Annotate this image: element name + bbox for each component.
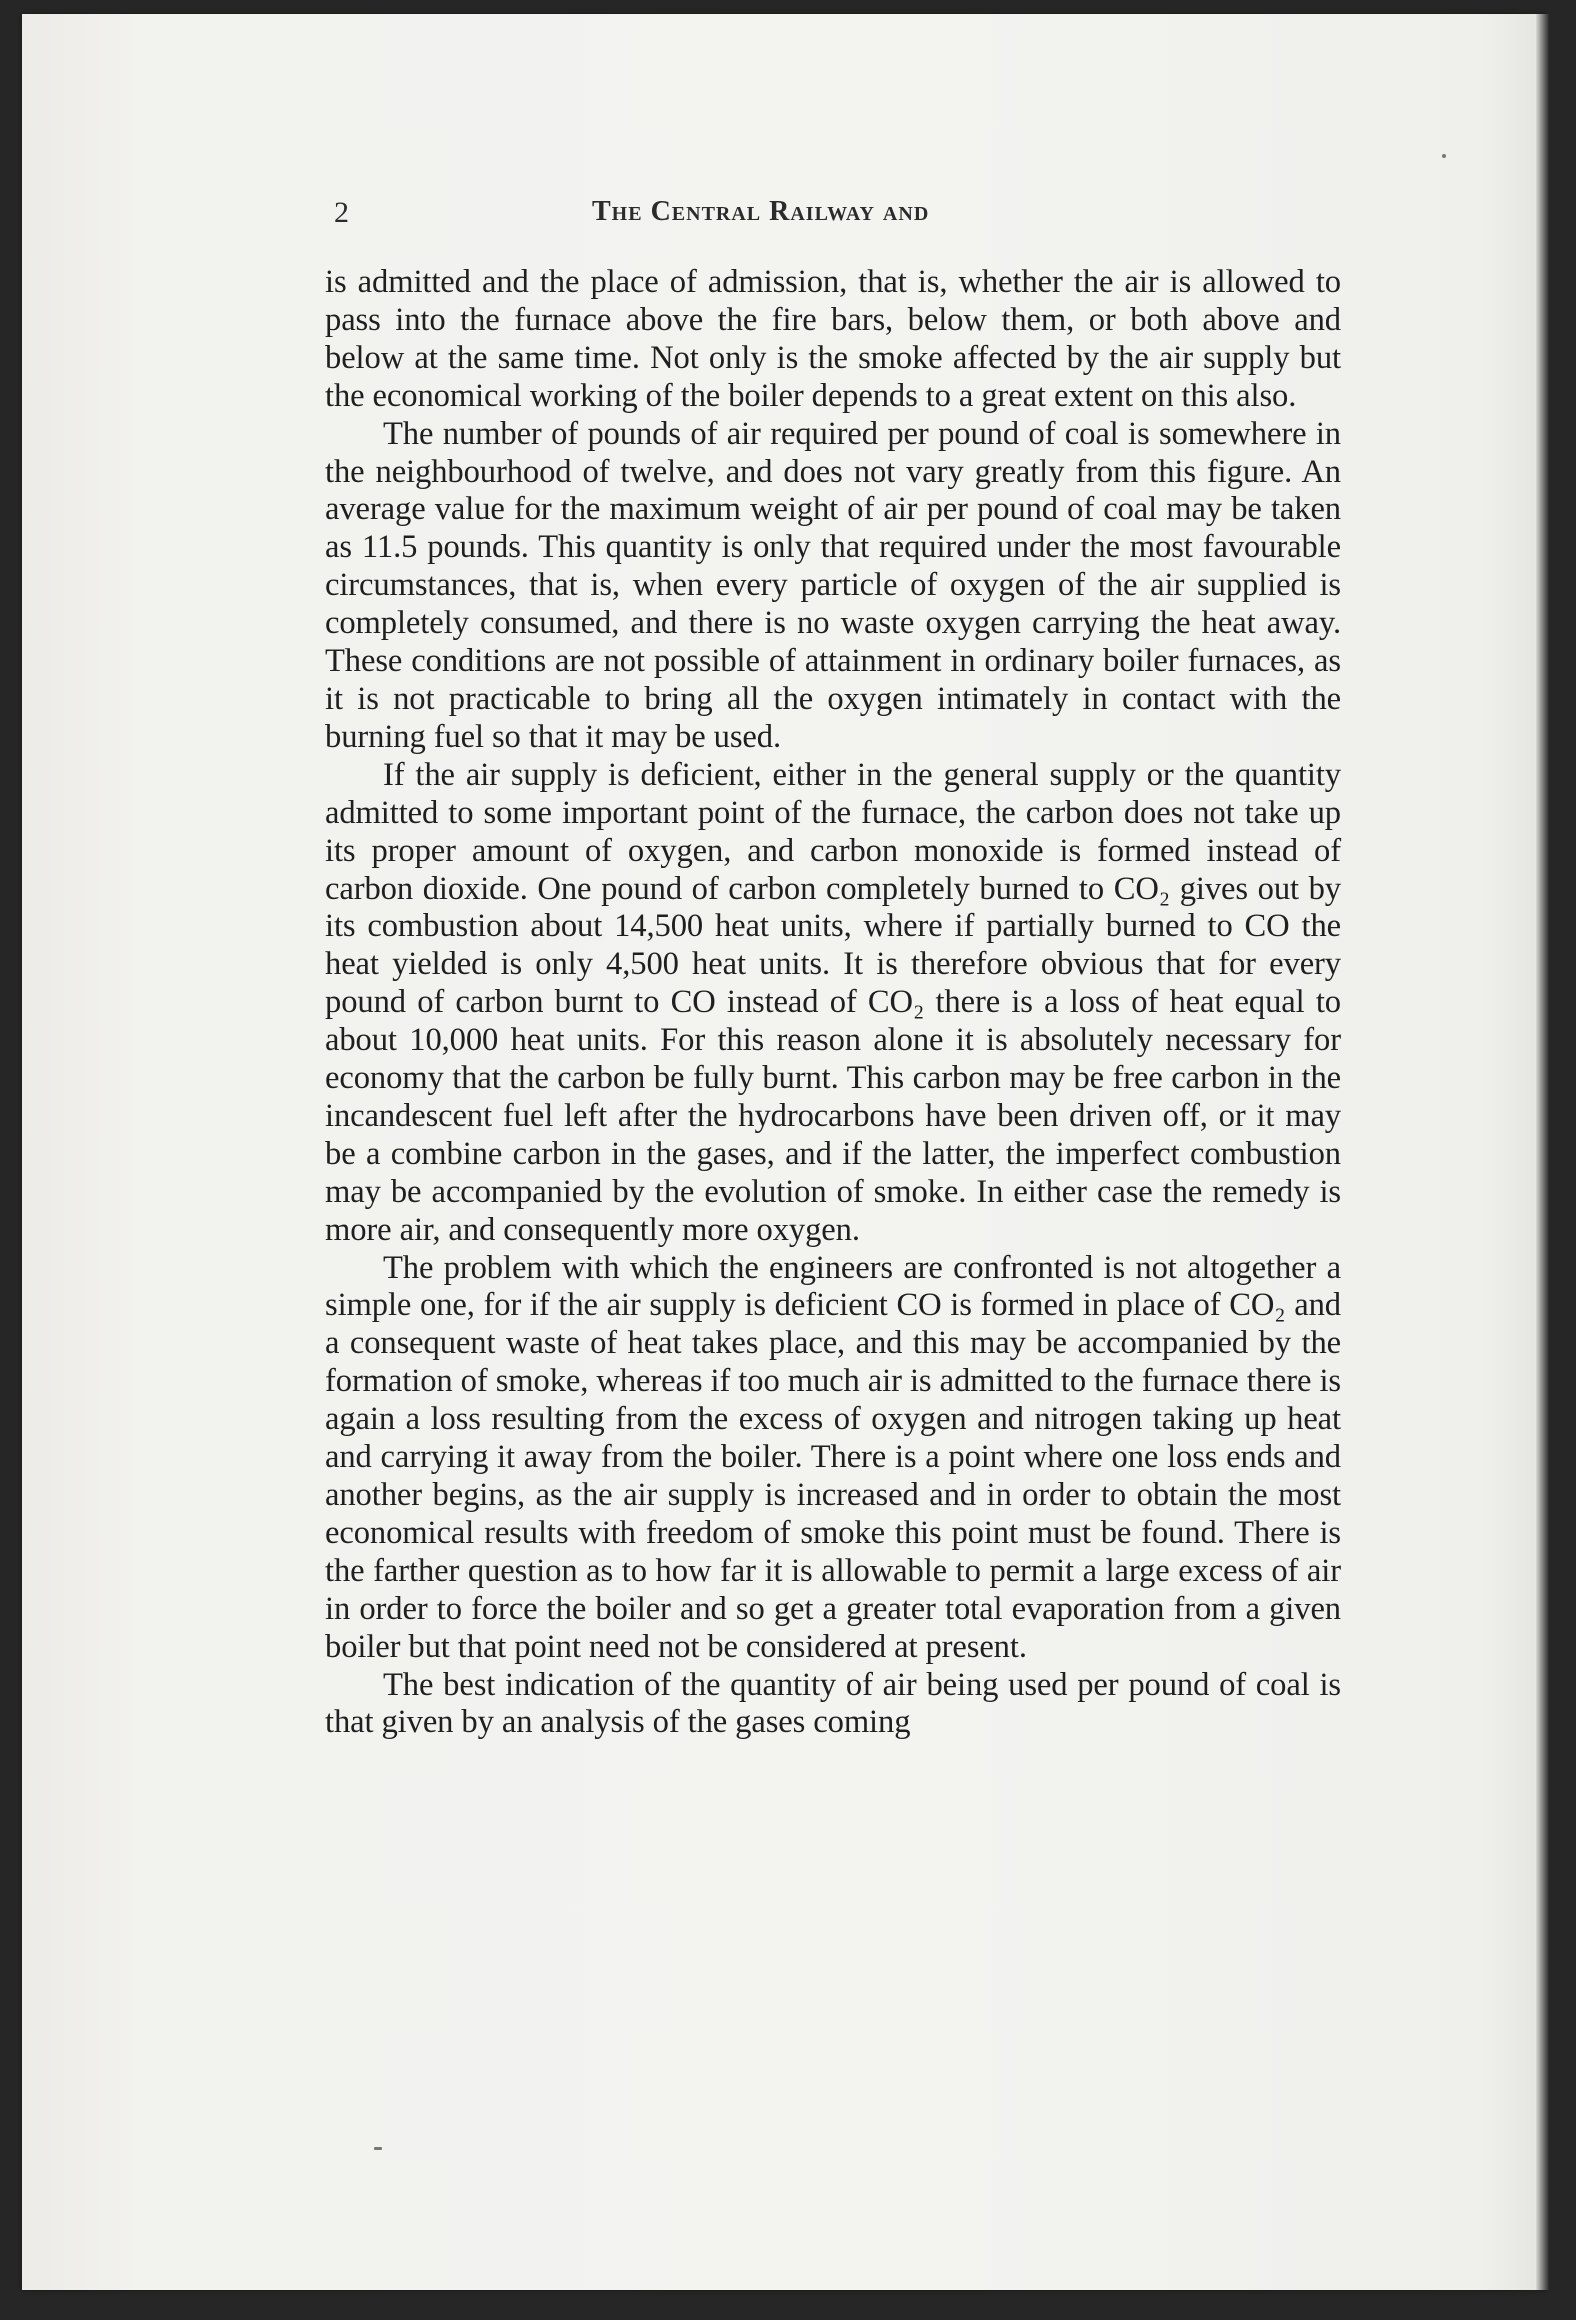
page-gutter-edge	[1536, 14, 1550, 2290]
page-number: 2	[334, 196, 351, 229]
book-page	[22, 14, 1544, 2290]
paragraph-air-deficient: If the air supply is deficient, either in the general supply or the quantity admitted to some important point of the furnace, the carbon does not take up its proper amount of oxygen, and carbon monoxide is formed instead of carbon dioxide. One pound of carbon completely burned to CO₂ gives out by its combustion about 14,500 heat units, where if partially burned to CO the heat yielded is only 4,500 heat units. It is therefore obvious that for every pound of carbon burnt to CO instead of CO₂ there is a loss of heat equal to about 10,000 heat units. For this reason alone it is absolutely necessary for economy that the carbon be fully burnt. This carbon may be free carbon in the incandescent fuel left after the hydrocarbons have been driven off, or it may be a combine carbon in the gases, and if the latter, the imperfect combustion may be accompanied by the evolution of smoke. In either case the remedy is more air, and consequently more oxygen.	[325, 756, 1341, 1248]
paragraph-engineering-problem: The problem with which the engineers are confronted is not altogether a simple one, for if the air supply is deficient CO is formed in place of CO₂ and a consequent waste of heat takes place, and this may be accompanied by the formation of smoke, whereas if too much air is admitted to the furnace there is again a loss resulting from the excess of oxygen and nitrogen taking up heat and carrying it away from the boiler. There is a point where one loss ends and another begins, as the air supply is increased and in order to obtain the most economical results with freedom of smoke this point must be found. There is the farther question as to how far it is allowable to permit a large excess of air in order to force the boiler and so get a greater total evaporation from a given boiler but that point need not be considered at present.	[325, 1249, 1341, 1665]
paragraph-gas-analysis: The best indication of the quantity of air being used per pound of coal is that given by an analysis of the gases coming	[325, 1666, 1341, 1741]
scan-speck	[374, 2147, 382, 2150]
paragraph-air-quantity: The number of pounds of air required per pound of coal is somewhere in the neighbourhood of twelve, and does not vary greatly from this figure. An average value for the maximum weight of air per pound of coal may be taken as 11.5 pounds. This quantity is only that required under the most favourable circumstances, that is, when every particle of oxygen of the air supplied is completely consumed, and there is no waste oxygen carrying the heat away. These conditions are not possible of attainment in ordinary boiler furnaces, as it is not practicable to bring all the oxygen intimately in contact with the burning fuel so that it may be used.	[325, 415, 1341, 755]
paragraph-continued: is admitted and the place of admission, that is, whether the air is allowed to pass into the furnace above the fire bars, below them, or both above and below at the same time. Not only is the smoke affected by the air supply but the economical working of the boiler depends to a great extent on this also.	[325, 264, 1341, 414]
scan-speck	[1442, 154, 1446, 158]
running-head: The Central Railway and	[592, 196, 930, 227]
body-text	[325, 264, 1341, 1742]
